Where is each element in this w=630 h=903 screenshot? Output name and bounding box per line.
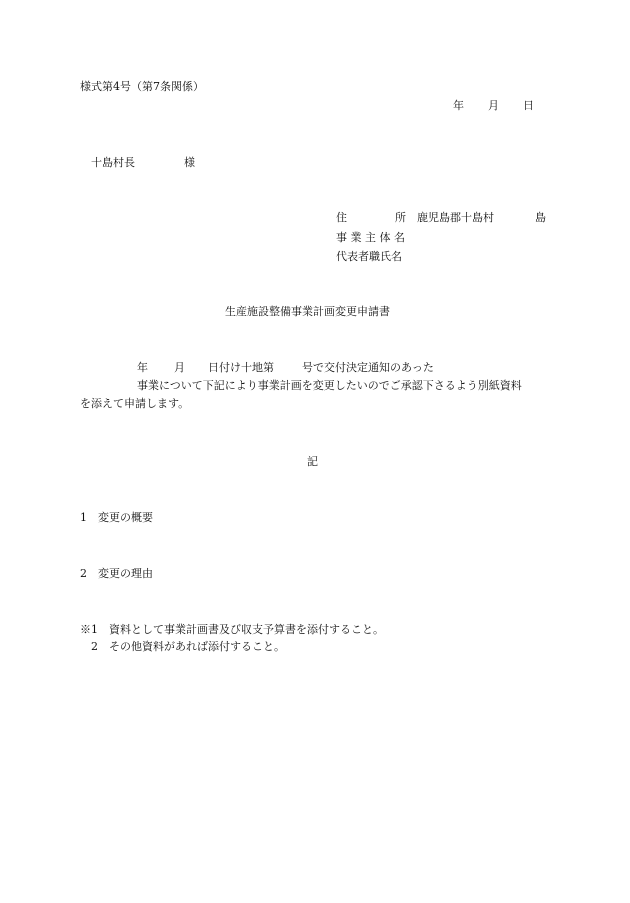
entity-label: 事 業 主 体 名 xyxy=(336,231,405,244)
body-number-ref: 号で交付決定通知のあった xyxy=(302,361,434,374)
body-month: 月 xyxy=(174,361,185,374)
section-reason: 2 変更の理由 xyxy=(80,567,153,580)
date-year: 年 xyxy=(453,99,464,112)
document-title: 生産施設整備事業計画変更申請書 xyxy=(225,305,390,318)
addressee-name: 十島村長 xyxy=(91,156,135,169)
ki-heading: 記 xyxy=(307,455,318,468)
note-1: ※1 資料として事業計画書及び収支予算書を添付すること。 xyxy=(80,623,384,636)
address-label-2: 所 xyxy=(395,211,406,224)
date-month: 月 xyxy=(488,99,499,112)
address-label-1: 住 xyxy=(336,211,347,224)
addressee-honorific: 様 xyxy=(184,156,195,169)
address-value: 鹿児島郡十島村 xyxy=(417,211,494,224)
form-number: 様式第4号（第7条関係） xyxy=(80,80,204,93)
body-line-3: を添えて申請します。 xyxy=(80,397,190,410)
note-2: 2 その他資料があれば添付すること。 xyxy=(80,640,285,653)
body-date-ref: 日付け十地第 xyxy=(208,361,274,374)
section-overview: 1 変更の概要 xyxy=(80,511,153,524)
address-suffix: 島 xyxy=(535,211,546,224)
representative-label: 代表者職氏名 xyxy=(336,250,402,263)
body-year: 年 xyxy=(137,361,148,374)
body-line-2: 事業について下記により事業計画を変更したいのでご承認下さるよう別紙資料 xyxy=(137,379,522,392)
date-day: 日 xyxy=(523,99,534,112)
